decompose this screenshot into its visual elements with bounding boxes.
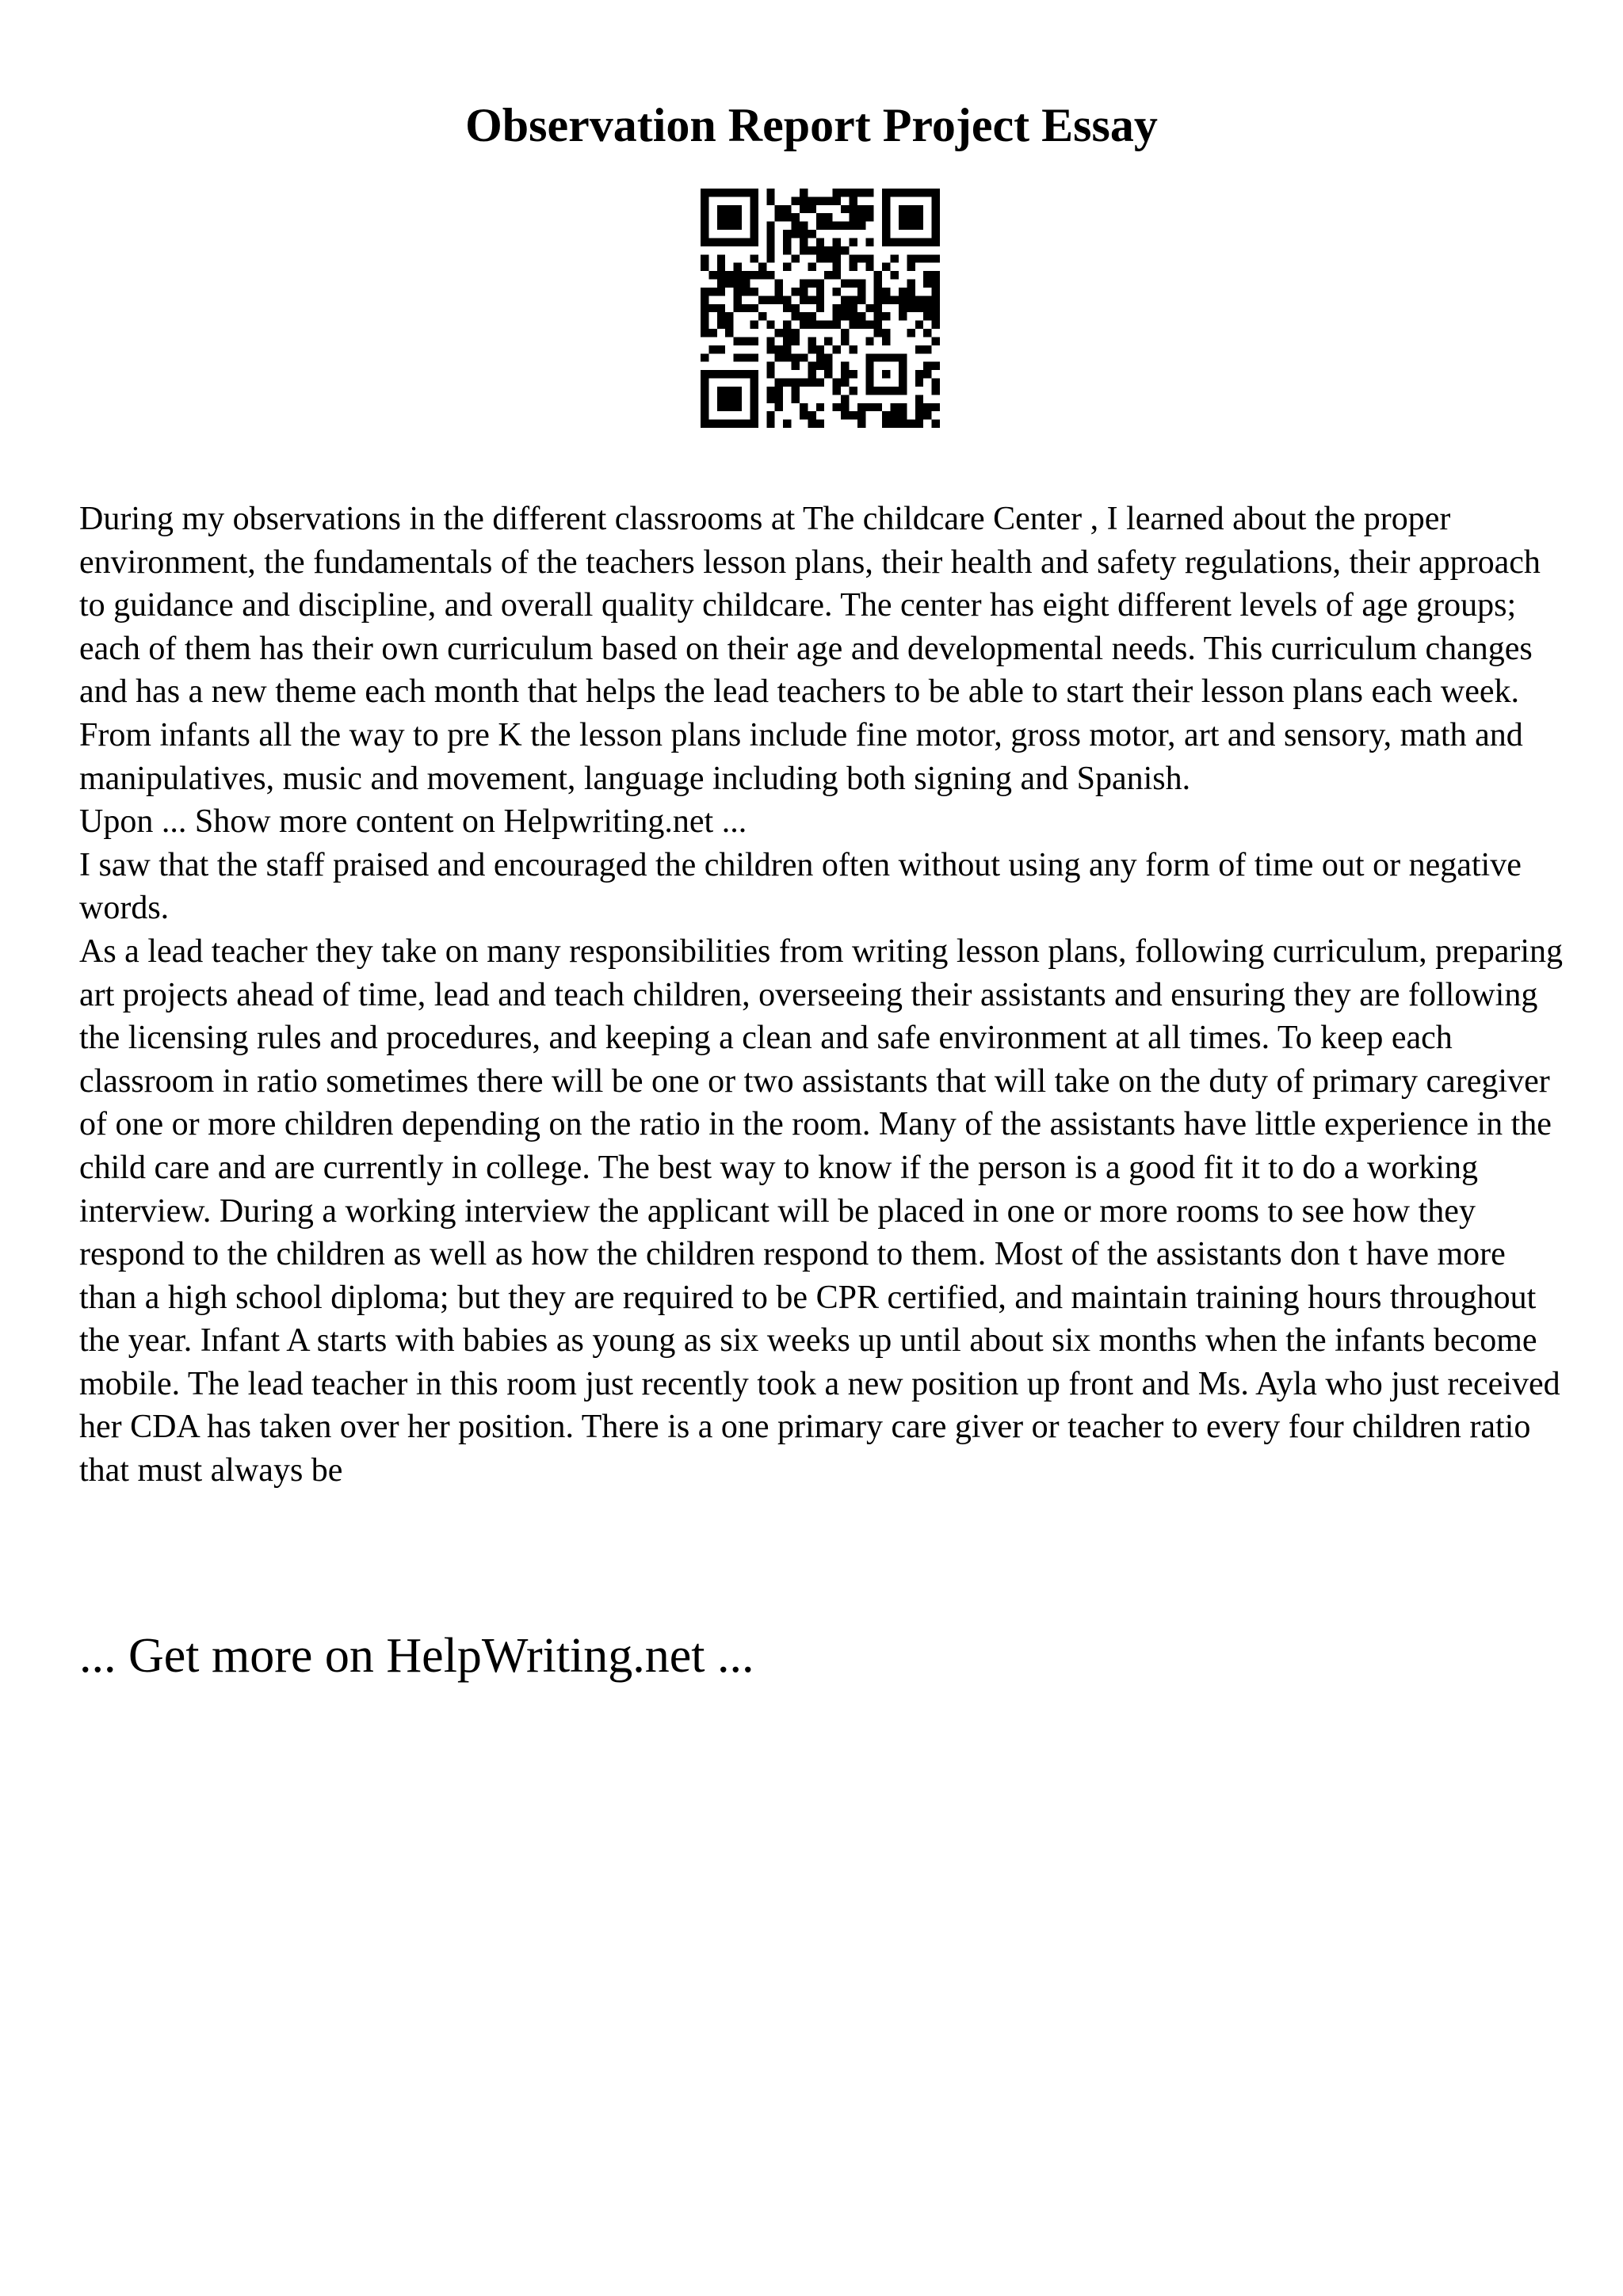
paragraph-lead-teacher: As a lead teacher they take on many responsibilities from writing lesson plans, following curriculum, preparing art projects ahead of time, lead and teach children, overseeing their assistants and ensuring they are following the licensing rules and procedures, and keeping a clean and safe environment at all times. To keep each classroom in ratio sometimes there will be one or two assistants that will take on the duty of primary caregiver of one or more children depending on the ratio in the room. Many of the assistants have little experience in the child care and are currently in college. The best way to know if the person is a good fit it to do a working interview. During a working interview the applicant will be placed in one or more rooms to see how they respond to the children as well as how the children respond to them. Most of the assistants don t have more than a high school diploma; but they are required to be CPR certified, and maintain training hours throughout the year. Infant A starts with babies as young as six weeks up until about six months when the infants become mobile. The lead teacher in this room just recently took a new position up front and Ms. Ayla who just received her CDA has taken over her position. There is a one primary care giver or teacher to every four children ratio that must always be <box>79 933 1564 1489</box>
show-more-link[interactable]: Upon ... Show more content on Helpwriting.net ... <box>79 803 747 841</box>
essay-body <box>79 498 1569 1493</box>
paragraph-intro: During my observations in the different classrooms at The childcare Center , I learned about the proper environment, the fundamentals of the teachers lesson plans, their health and safety regulations, their approach to guidance and discipline, and overall quality childcare. The center has eight different levels of age groups; each of them has their own curriculum based on their age and developmental needs. This curriculum changes and has a new theme each month that helps the lead teachers to be able to start their lesson plans each week. From infants all the way to pre K the lesson plans include fine motor, gross motor, art and sensory, math and manipulatives, music and movement, language including both signing and Spanish. <box>79 501 1541 797</box>
page-title: Observation Report Project Essay <box>465 99 1158 151</box>
get-more-link[interactable]: ... Get more on HelpWriting.net ... <box>79 1629 754 1683</box>
paragraph-staff: I saw that the staff praised and encouraged the children often without using any form of time out or negative words. <box>79 846 1522 927</box>
qr-code-icon <box>701 189 940 428</box>
